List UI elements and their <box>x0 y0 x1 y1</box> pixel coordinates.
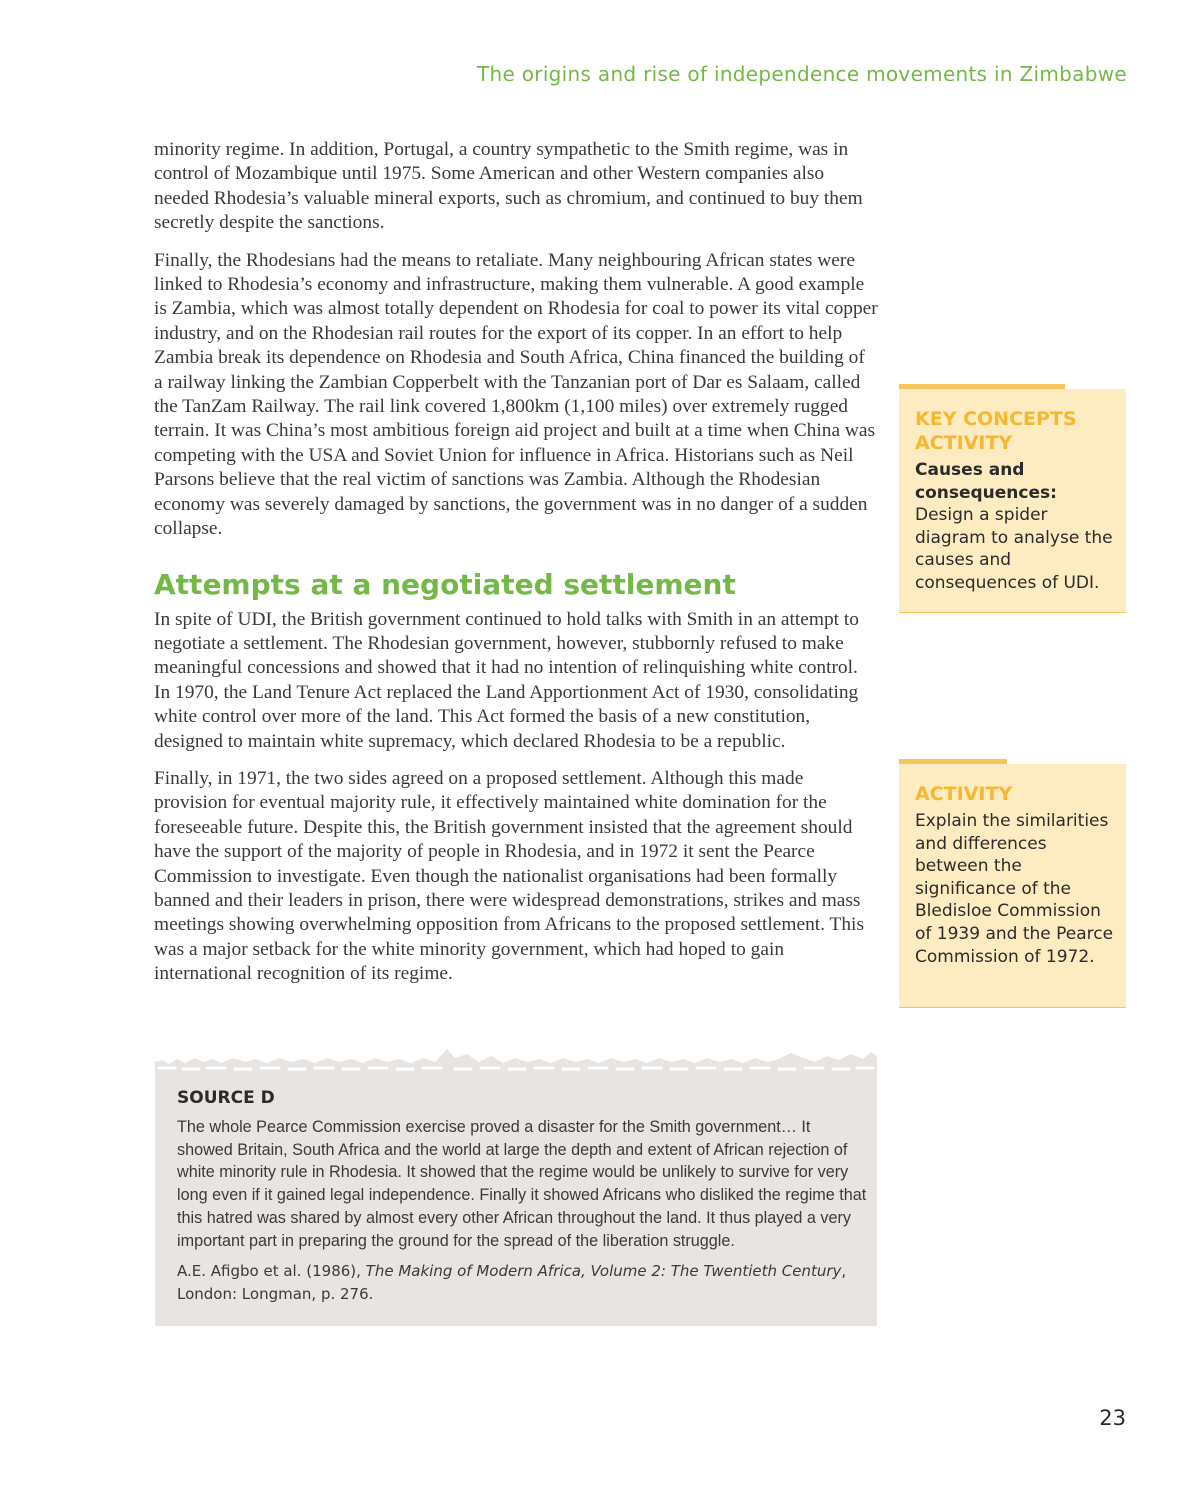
section-heading: Attempts at a negotiated settlement <box>154 567 736 601</box>
body-paragraph: Finally, the Rhodesians had the means to retaliate. Many neighbouring African states were linked to Rhodesia’s economy and infrastructure, making them vulnerable. A good example is Zambia, which was almost totally dependent on Rhodesia for coal to power its vital copper industry, and on the Rhodesian rail routes for the export of its copper. In an effort to help Zambia break its dependence on Rhodesia and South Africa, China financed the building of a railway linking the Zambian Copperbelt with the Tanzanian port of Dar es Salaam, called the TanZam Railway. The rail link covered 1,800km (1,100 miles) over extremely rugged terrain. It was China’s most ambitious foreign aid project and built at a time when China was competing with the USA and Soviet Union for influence in Africa. Historians such as Neil Parsons believe that the real victim of sanctions was Zambia. Although the Rhodesian economy was severely damaged by sanctions, the government was in no danger of a sudden collapse. <box>154 249 878 540</box>
running-header: The origins and rise of independence movements in Zimbabwe <box>477 62 1127 86</box>
box-body: Explain the similarities and differences between the significance of the Bledisloe Commission of 1939 and the Pearce Commission of 1972. <box>915 811 1114 967</box>
source-title: SOURCE D <box>177 1088 275 1108</box>
key-concepts-activity-box <box>899 389 1126 613</box>
box-accent-bar <box>899 384 1065 389</box>
box-body <box>915 459 1114 595</box>
body-paragraph: minority regime. In addition, Portugal, a country sympathetic to the Smith regime, was in control of Mozambique until 1975. Some American and other Western companies also needed Rhodesia’s valuable mineral exports, such as chromium, and continued to buy them secretly despite the sanctions. <box>154 139 863 234</box>
box-text: Design a spider diagram to analyse the causes and consequences of UDI. <box>915 505 1113 593</box>
box-title: KEY CONCEPTS ACTIVITY <box>915 408 1077 454</box>
body-paragraph: In spite of UDI, the British government continued to hold talks with Smith in an attempt to negotiate a settlement. The Rhodesian government, however, stubbornly refused to make meaningful concessions and showed that it had no intention of relinquishing white control. In 1970, the Land Tenure Act replaced the Land Apportionment Act of 1930, consolidating white control over more of the land. This Act formed the basis of a new constitution, designed to maintain white supremacy, which declared Rhodesia to be a republic. <box>154 608 859 752</box>
source-d-panel <box>155 1044 877 1326</box>
citation-title: The Making of Modern Africa, Volume 2: The Twentieth Century <box>365 1262 842 1280</box>
body-paragraph: Finally, in 1971, the two sides agreed on a proposed settlement. Although this made provision for eventual majority rule, it effectively maintained white domination for the foreseeable future. Despite this, the British government insisted that the agreement should have the support of the majority of people in Rhodesia, and in 1972 it sent the Pearce Commission to investigate. Even though the nationalist organisations had been formally banned and their leaders in prison, there were widespread demonstrations, strikes and mass meetings showing overwhelming opposition from Africans to the proposed settlement. This was a major setback for the white minority government, which had hoped to gain international recognition of its regime. <box>154 767 864 985</box>
source-quote: The whole Pearce Commission exercise proved a disaster for the Smith government… It showed Britain, South Africa and the world at large the depth and extent of African rejection of white minority rule in Rhodesia. It showed that the regime would be unlikely to survive for very long even if it gained legal independence. Finally it showed Africans who disliked the regime that this hatred was shared by almost every other African throughout the land. It thus played a very important part in preparing the ground for the spread of the liberation struggle. <box>177 1118 867 1250</box>
citation-publisher: , London: Longman, p. 276. <box>177 1262 847 1303</box>
torn-edge-decoration <box>155 1044 877 1084</box>
source-citation <box>177 1260 867 1306</box>
activity-box <box>899 764 1126 1008</box>
box-title: ACTIVITY <box>915 783 1013 805</box>
box-accent-bar <box>899 759 1007 764</box>
page-number: 23 <box>1099 1406 1126 1430</box>
citation-authors: A.E. Afigbo et al. (1986), <box>177 1262 366 1280</box>
box-lead: Causes and consequences: <box>915 460 1057 503</box>
main-column <box>154 138 878 1000</box>
